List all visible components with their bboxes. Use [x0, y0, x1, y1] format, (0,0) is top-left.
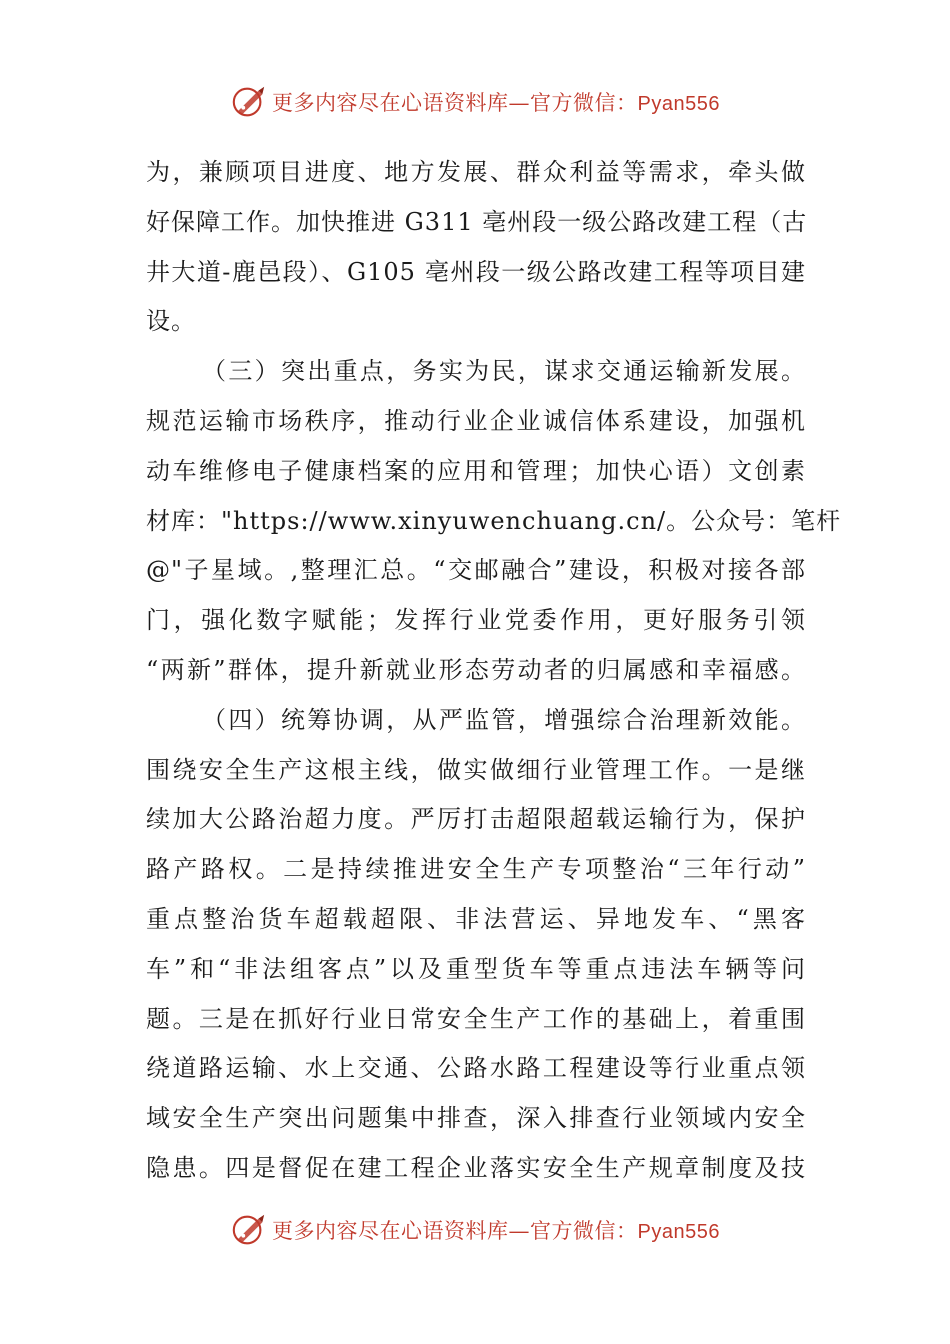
text-line: 材库："https://www.xinyuwenchuang.cn/。公众号：笔杆 [146, 506, 842, 535]
pen-nib-logo-icon [230, 83, 268, 121]
pen-nib-logo-icon [230, 1211, 268, 1249]
watermark-separator: — [508, 91, 531, 115]
section-heading-4: （四）统筹协调，从严监管，增强综合治理新效能。 [202, 705, 806, 734]
text-line: 为，兼顾项目进度、地方发展、群众利益等需求，牵头做 [146, 158, 806, 186]
text-line: 域安全生产突出问题集中排查，深入排查行业领域内安全 [146, 1104, 806, 1133]
text-line: 路产路权。二是持续推进安全生产专项整治“三年行动” [146, 855, 806, 884]
text-line: 绕道路运输、水上交通、公路水路工程建设等行业重点领 [146, 1054, 806, 1083]
watermark-official: 官方微信： [530, 1219, 638, 1243]
text-line: 题。三是在抓好行业日常安全生产工作的基础上，着重围 [146, 1004, 806, 1033]
text-line: 门，强化数字赋能；发挥行业党委作用，更好服务引领 [146, 606, 806, 635]
text-line: 车”和“非法组客点”以及重型货车等重点违法车辆等问 [146, 954, 806, 983]
watermark-official: 官方微信： [530, 91, 638, 115]
text-line: 设。 [146, 307, 196, 336]
text-line: 动车维修电子健康档案的应用和管理；加快心语）文创素 [146, 456, 806, 485]
text-line: 规范运输市场秩序，推动行业企业诚信体系建设，加强机 [146, 406, 806, 435]
text-line: @"子星域。,整理汇总。“交邮融合”建设，积极对接各部 [146, 556, 806, 585]
text-line: 续加大公路治超力度。严厉打击超限超载运输行为，保护 [146, 805, 806, 834]
watermark-text [272, 87, 720, 117]
watermark-separator: — [508, 1219, 531, 1243]
watermark-wechat-id: Pyan556 [637, 93, 720, 115]
watermark-main: 更多内容尽在心语资料库 [272, 91, 509, 115]
text-line: 围绕安全生产这根主线，做实做细行业管理工作。一是继 [146, 755, 806, 784]
header-watermark [0, 82, 950, 122]
text-line: 隐患。四是督促在建工程企业落实安全生产规章制度及技 [146, 1153, 806, 1182]
watermark-text [272, 1215, 720, 1245]
text-line: “两新”群体，提升新就业形态劳动者的归属感和幸福感。 [146, 655, 806, 684]
section-heading-3: （三）突出重点，务实为民，谋求交通运输新发展。 [202, 357, 806, 386]
watermark-wechat-id: Pyan556 [637, 1221, 720, 1243]
footer-watermark [0, 1210, 950, 1250]
text-line: 好保障工作。加快推进 G311 亳州段一级公路改建工程（古 [146, 207, 808, 236]
text-line: 井大道-鹿邑段）、G105 亳州段一级公路改建工程等项目建 [146, 257, 806, 286]
document-body [146, 148, 842, 1194]
watermark-main: 更多内容尽在心语资料库 [272, 1219, 509, 1243]
text-line: 重点整治货车超载超限、非法营运、异地发车、“黑客 [146, 904, 806, 933]
